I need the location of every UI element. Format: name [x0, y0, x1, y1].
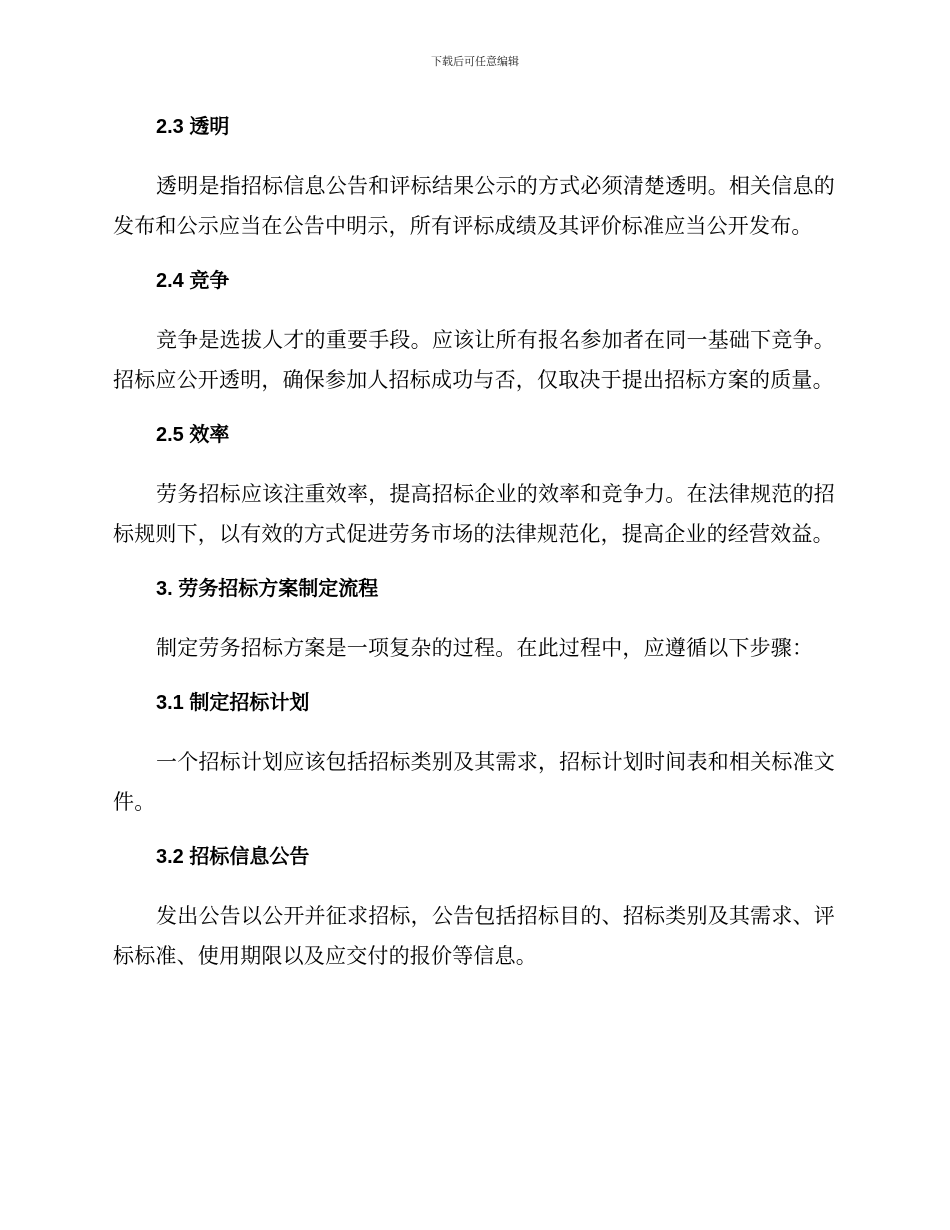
section-paragraph-2-4: 竞争是选拔人才的重要手段。应该让所有报名参加者在同一基础下竞争。招标应公开透明，确保参加人招标成功与否，仅取决于提出招标方案的质量。 [113, 328, 835, 392]
section-paragraph-3: 制定劳务招标方案是一项复杂的过程。在此过程中，应遵循以下步骤： [156, 636, 814, 660]
section-paragraph-3-2: 发出公告以公开并征求招标，公告包括招标目的、招标类别及其需求、评标标准、使用期限以及应交付的报价等信息。 [113, 904, 835, 968]
section-heading-3: 3. 劳务招标方案制定流程 [156, 578, 379, 600]
page-header-note: 下载后可任意编辑 [431, 55, 519, 68]
section-heading-3-2: 3.2 招标信息公告 [156, 846, 310, 868]
section-paragraph-3-1: 一个招标计划应该包括招标类别及其需求，招标计划时间表和相关标准文件。 [113, 750, 835, 814]
section-heading-2-4: 2.4 竞争 [156, 270, 230, 292]
section-heading-2-5: 2.5 效率 [156, 424, 230, 446]
section-heading-2-3: 2.3 透明 [156, 116, 230, 138]
section-paragraph-2-3: 透明是指招标信息公告和评标结果公示的方式必须清楚透明。相关信息的发布和公示应当在公告中明示，所有评标成绩及其评价标准应当公开发布。 [113, 174, 835, 238]
section-paragraph-2-5: 劳务招标应该注重效率，提高招标企业的效率和竞争力。在法律规范的招标规则下，以有效的方式促进劳务市场的法律规范化，提高企业的经营效益。 [113, 482, 835, 546]
section-heading-3-1: 3.1 制定招标计划 [156, 692, 310, 714]
document-body [113, 112, 835, 976]
